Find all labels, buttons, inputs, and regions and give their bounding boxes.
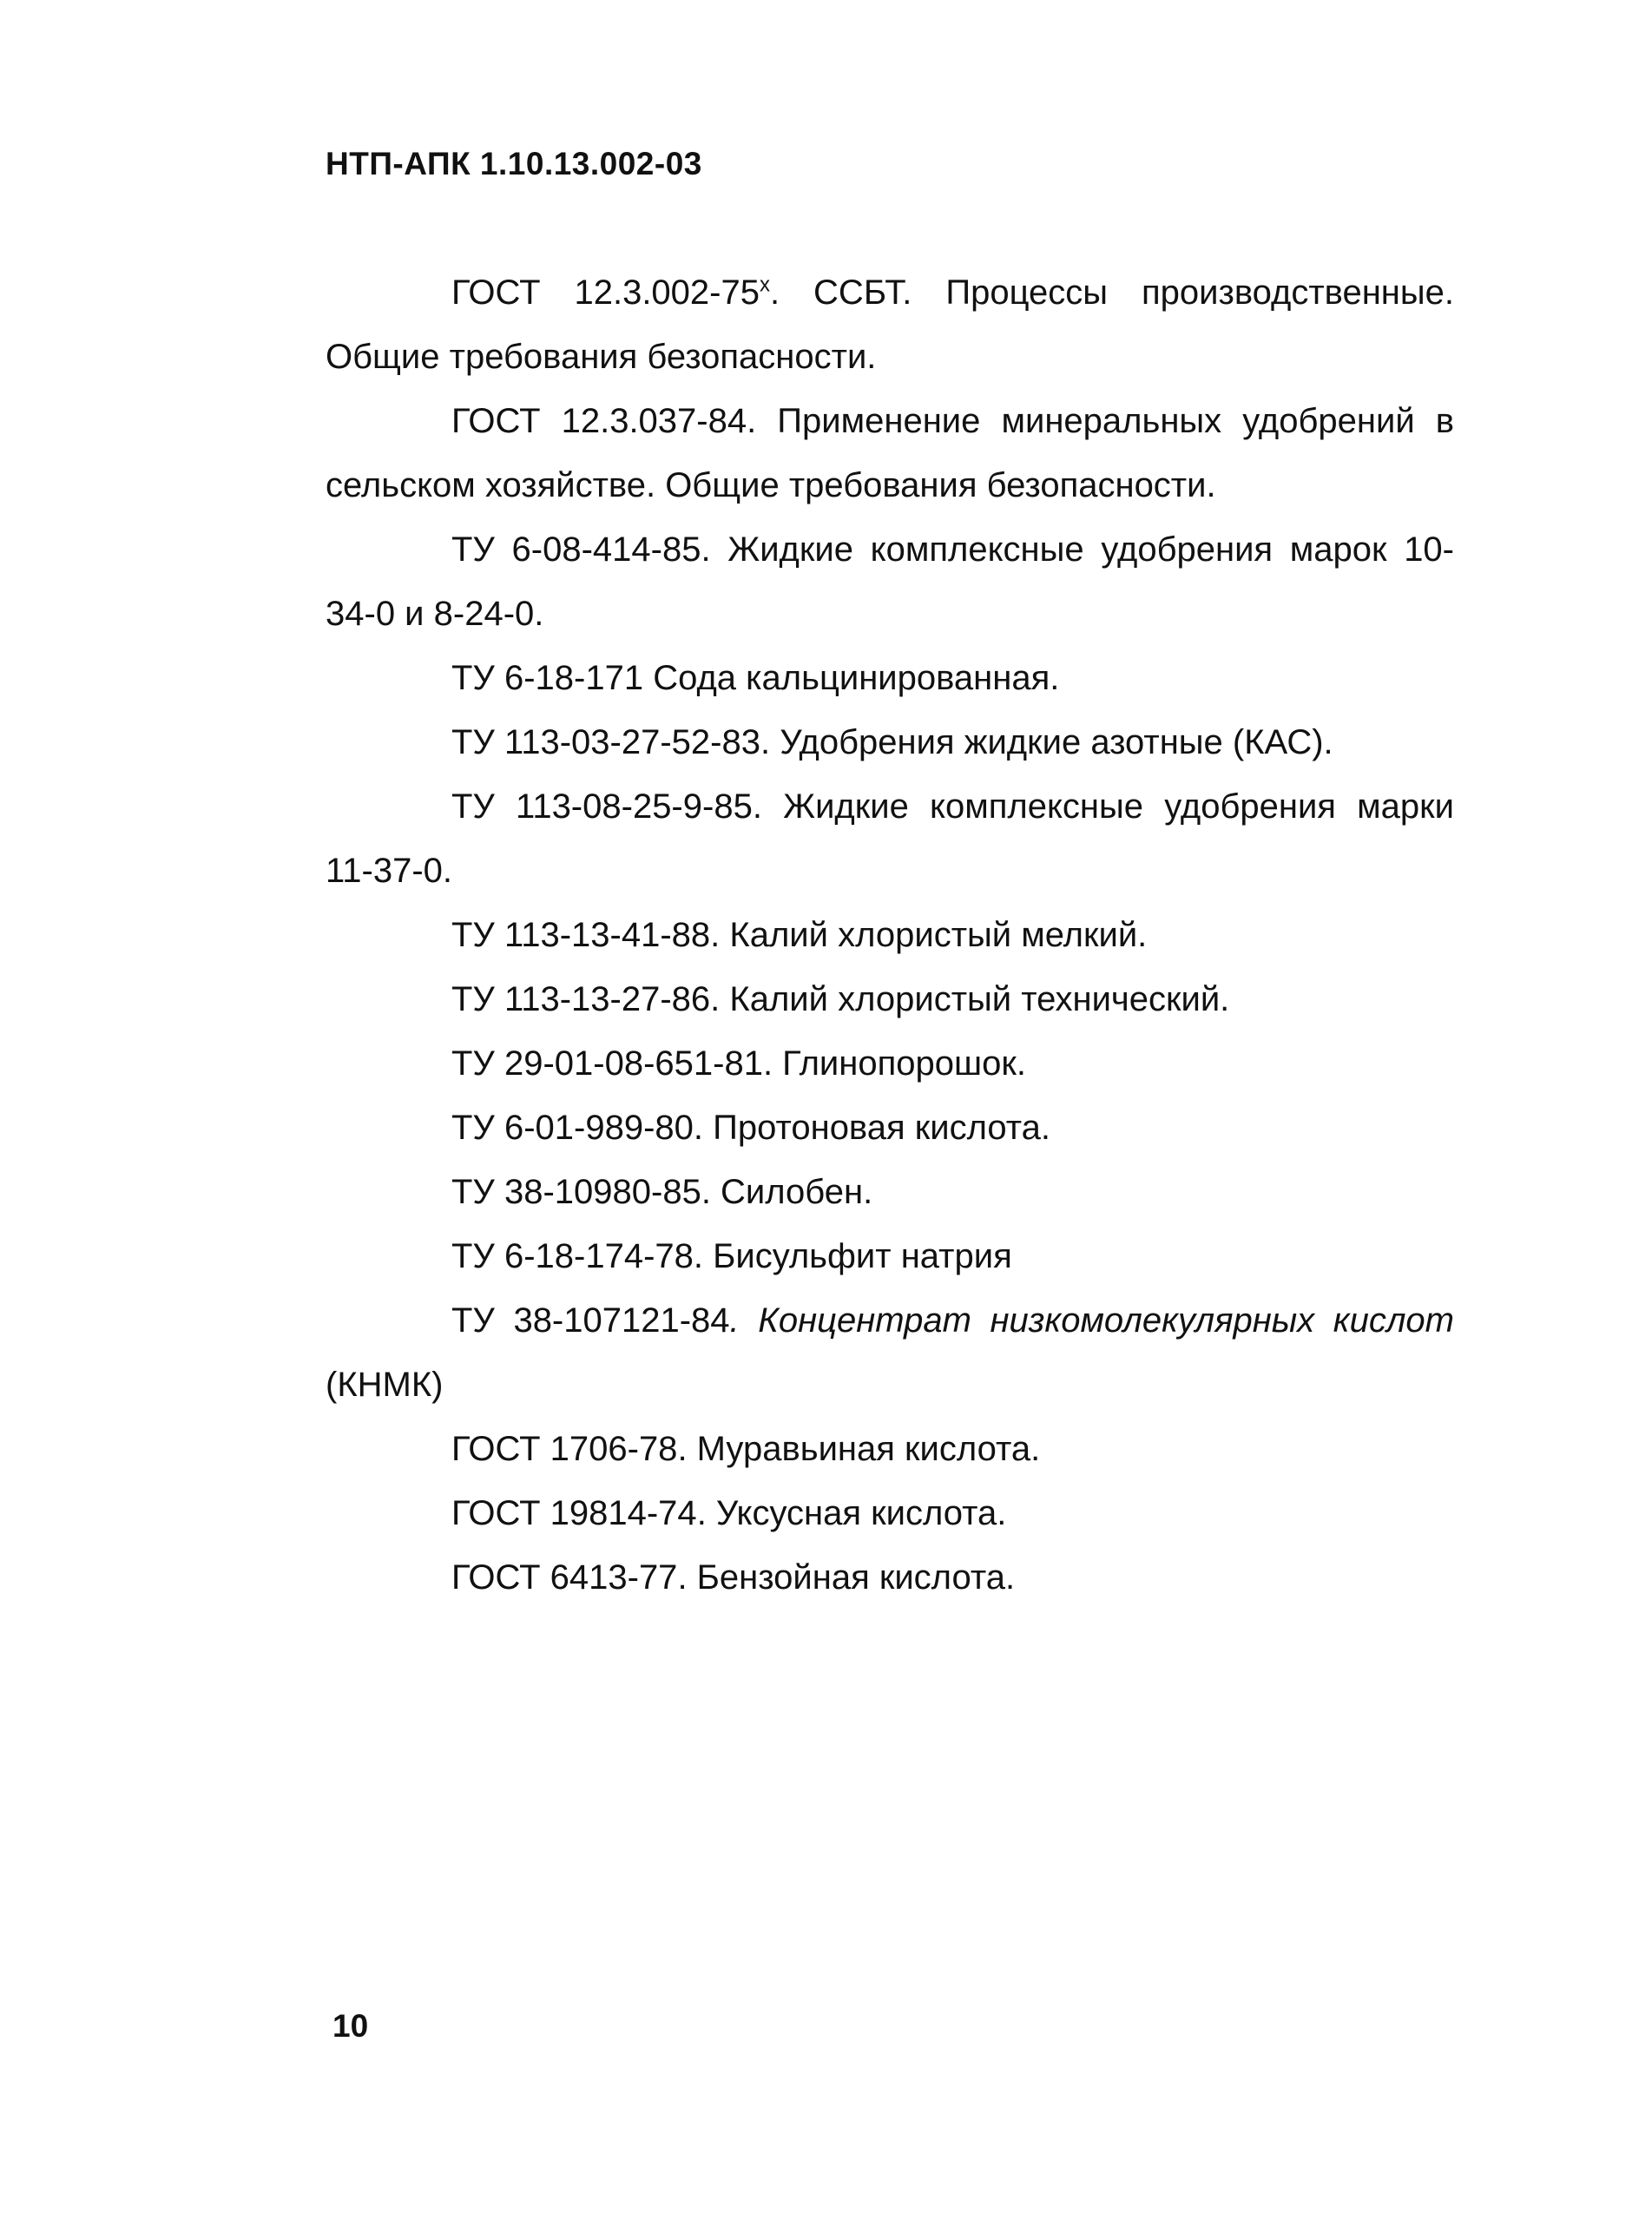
reference-item xyxy=(326,967,1454,1031)
reference-item xyxy=(326,774,1454,903)
reference-item xyxy=(326,1417,1454,1481)
reference-title: . Калий хлористый технический. xyxy=(710,980,1230,1018)
reference-title: . Жидкие комплексные удобрения марки 11-37-0. xyxy=(326,787,1455,890)
reference-code: ТУ 113-13-41-88 xyxy=(451,916,711,954)
reference-title: (КНМК) xyxy=(326,1366,444,1404)
reference-title: . Калий хлористый мелкий. xyxy=(710,916,1148,954)
reference-item xyxy=(326,1224,1454,1288)
references-list xyxy=(326,260,1454,1610)
reference-item xyxy=(326,1481,1454,1545)
reference-title: . Бензойная кислота. xyxy=(677,1558,1016,1597)
reference-code: ГОСТ 12.3.002-75 xyxy=(451,273,760,312)
reference-title: . Применение минеральных удобрений в сельском хозяйстве. Общие требования безопасности. xyxy=(326,402,1454,504)
reference-code: ТУ 6-18-174-78 xyxy=(451,1237,694,1275)
document-code-header: НТП-АПК 1.10.13.002-03 xyxy=(326,146,702,181)
reference-code: ТУ 6-08-414-85 xyxy=(451,530,701,569)
reference-title: . Уксусная кислота. xyxy=(696,1494,1007,1532)
reference-title: Сода кальцинированная. xyxy=(643,659,1060,697)
reference-code: ТУ 6-01-989-80 xyxy=(451,1109,694,1147)
reference-title: . Бисульфит натрия xyxy=(693,1237,1012,1275)
reference-title: . Жидкие комплексные удобрения марок 10-34-0 и 8-24-0. xyxy=(326,530,1455,633)
reference-code: ГОСТ 12.3.037-84 xyxy=(451,402,747,440)
reference-code: ТУ 113-13-27-86 xyxy=(451,980,711,1018)
reference-item xyxy=(326,1031,1454,1096)
reference-item xyxy=(326,1160,1454,1224)
reference-code: ГОСТ 6413-77 xyxy=(451,1558,678,1597)
reference-item xyxy=(326,1545,1454,1610)
reference-title: . ССБТ. Процессы производственные. Общие требования безопасности. xyxy=(326,273,1454,376)
reference-code: ТУ 38-10980-85 xyxy=(451,1173,701,1211)
reference-code: ГОСТ 19814-74 xyxy=(451,1494,697,1532)
reference-item xyxy=(326,1096,1454,1160)
reference-code: ГОСТ 1706-78 xyxy=(451,1430,678,1468)
reference-item xyxy=(326,260,1454,389)
reference-item xyxy=(326,710,1454,774)
reference-item xyxy=(326,517,1454,646)
reference-title-italic: . Концентрат низкомолекулярных кислот xyxy=(729,1301,1454,1340)
reference-superscript: х xyxy=(759,273,770,297)
reference-code: ТУ 113-03-27-52-83 xyxy=(451,723,760,761)
reference-item xyxy=(326,646,1454,710)
reference-title: . Протоновая кислота. xyxy=(693,1109,1050,1147)
reference-code: ТУ 6-18-171 xyxy=(451,659,644,697)
reference-item xyxy=(326,903,1454,967)
reference-item xyxy=(326,389,1454,517)
reference-item xyxy=(326,1288,1454,1417)
reference-code: ТУ 29-01-08-651-81 xyxy=(451,1044,763,1083)
reference-title: . Муравьиная кислота. xyxy=(677,1430,1041,1468)
page-number: 10 xyxy=(332,2008,369,2044)
reference-title: . Глинопорошок. xyxy=(762,1044,1026,1083)
reference-title: . Удобрения жидкие азотные (КАС). xyxy=(760,723,1333,761)
reference-code: ТУ 38-107121-84 xyxy=(451,1301,730,1340)
reference-code: ТУ 113-08-25-9-85 xyxy=(451,787,753,826)
reference-title: . Силобен. xyxy=(701,1173,873,1211)
